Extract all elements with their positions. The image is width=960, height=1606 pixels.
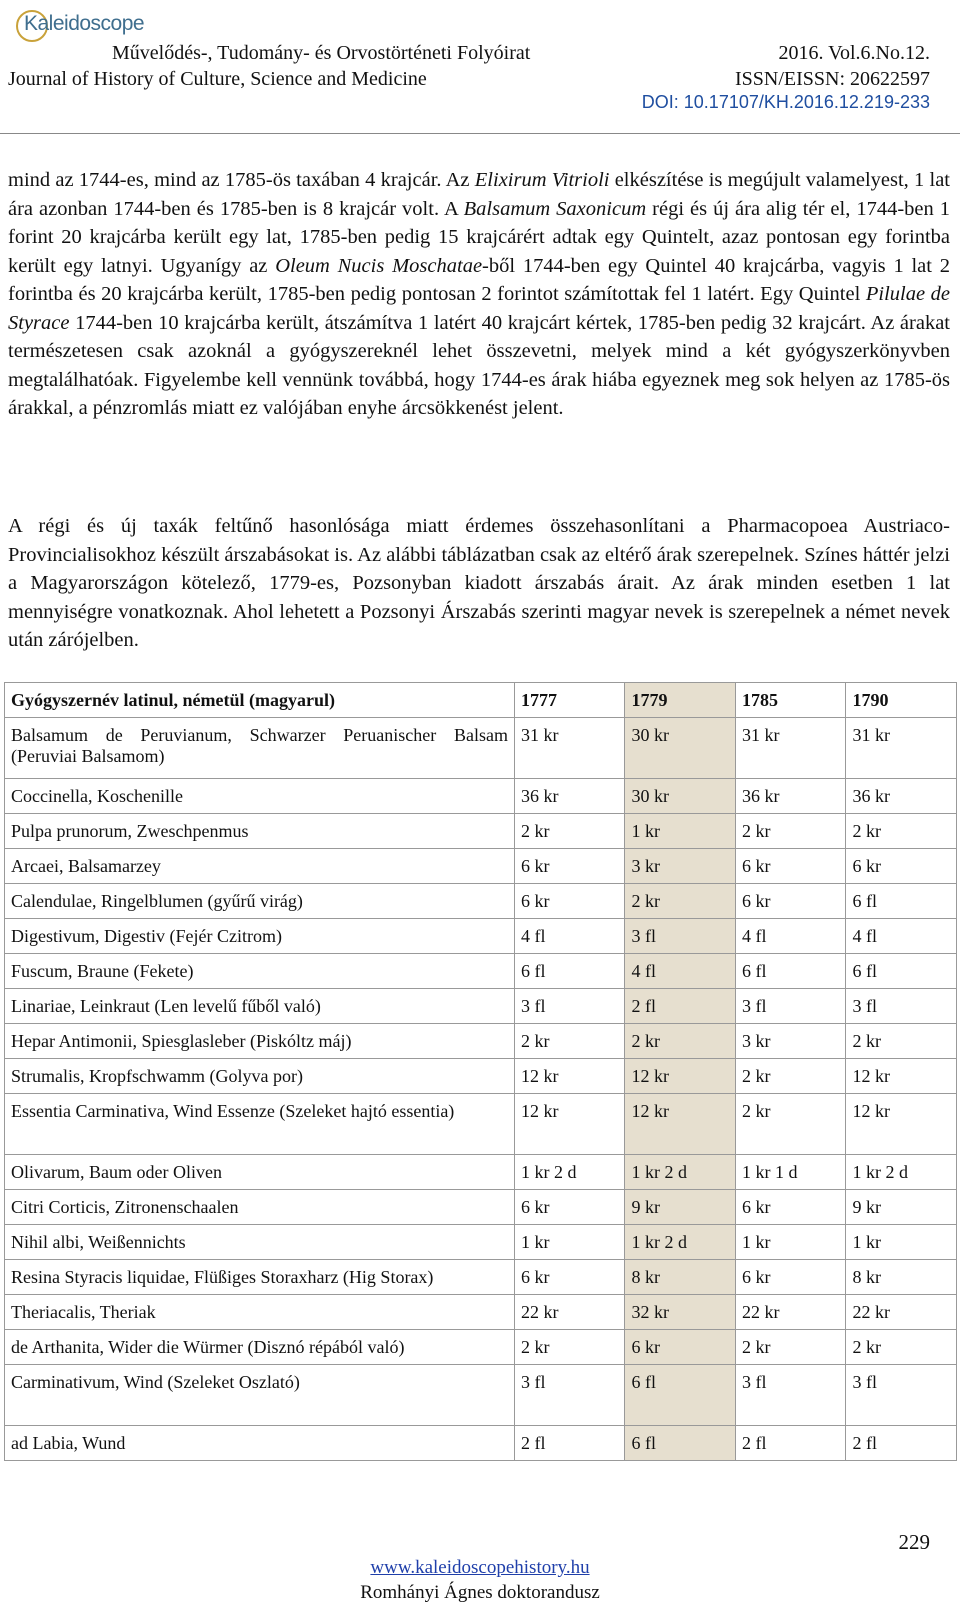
- drug-name-cell: Fuscum, Braune (Fekete): [5, 954, 515, 989]
- price-cell: 4 fl: [625, 954, 736, 989]
- price-cell: 8 kr: [846, 1260, 957, 1295]
- price-cell: 6 kr: [514, 1260, 625, 1295]
- price-cell: 30 kr: [625, 779, 736, 814]
- price-cell: 31 kr: [846, 718, 957, 779]
- price-cell: 3 fl: [514, 989, 625, 1024]
- price-cell: 6 kr: [514, 884, 625, 919]
- price-cell: 2 fl: [514, 1426, 625, 1461]
- table-header-row: [5, 683, 957, 718]
- price-cell: 4 fl: [846, 919, 957, 954]
- price-cell: 2 kr: [846, 814, 957, 849]
- header-cell: 1785: [735, 683, 846, 718]
- page-number: 229: [898, 1530, 930, 1554]
- price-cell: 6 kr: [625, 1330, 736, 1365]
- drug-name-cell: Strumalis, Kropfschwamm (Golyva por): [5, 1059, 515, 1094]
- price-comparison-table: [4, 682, 957, 1461]
- price-cell: 4 fl: [514, 919, 625, 954]
- drug-name-italic: Oleum Nucis Moschatae: [275, 254, 483, 277]
- price-cell: 1 kr 2 d: [514, 1155, 625, 1190]
- price-cell: 12 kr: [514, 1059, 625, 1094]
- price-cell: 2 kr: [735, 814, 846, 849]
- table-row: [5, 1330, 957, 1365]
- price-cell: 6 kr: [514, 849, 625, 884]
- header-divider: [0, 133, 960, 134]
- drug-name-cell: Carminativum, Wind (Szeleket Oszlató): [5, 1365, 515, 1426]
- drug-name-italic: Balsamum Saxonicum: [463, 197, 647, 220]
- price-cell: 2 kr: [735, 1059, 846, 1094]
- table-row: [5, 1059, 957, 1094]
- header-cell: 1790: [846, 683, 957, 718]
- price-cell: 6 fl: [735, 954, 846, 989]
- drug-name-cell: Pulpa prunorum, Zweschpenmus: [5, 814, 515, 849]
- table-row: [5, 1190, 957, 1225]
- price-cell: 2 kr: [625, 1024, 736, 1059]
- text-span: mind az 1744-es, mind az 1785-ös taxában 4 krajcár. Az: [8, 169, 475, 191]
- price-cell: 12 kr: [625, 1059, 736, 1094]
- drug-name-cell: Balsamum de Peruvianum, Schwarzer Peruanischer Balsam (Peruviai Balsamom): [5, 718, 515, 779]
- price-cell: 1 kr: [625, 814, 736, 849]
- drug-name-cell: Coccinella, Koschenille: [5, 779, 515, 814]
- price-cell: 2 kr: [625, 884, 736, 919]
- drug-name-cell: Linariae, Leinkraut (Len levelű fűből való): [5, 989, 515, 1024]
- price-cell: 31 kr: [735, 718, 846, 779]
- drug-name-cell: Nihil albi, Weißennichts: [5, 1225, 515, 1260]
- price-cell: 22 kr: [846, 1295, 957, 1330]
- header-cell: 1777: [514, 683, 625, 718]
- price-cell: 3 kr: [735, 1024, 846, 1059]
- price-cell: 2 kr: [735, 1094, 846, 1155]
- table-row: [5, 1260, 957, 1295]
- price-cell: 6 kr: [514, 1190, 625, 1225]
- price-cell: 12 kr: [846, 1059, 957, 1094]
- price-cell: 36 kr: [735, 779, 846, 814]
- table-row: [5, 1155, 957, 1190]
- price-cell: 1 kr 2 d: [846, 1155, 957, 1190]
- logo-text: Kaleidoscope: [24, 12, 145, 35]
- price-cell: 1 kr 2 d: [625, 1155, 736, 1190]
- price-cell: 12 kr: [846, 1094, 957, 1155]
- table-row: [5, 1225, 957, 1260]
- header-cell: 1779: [625, 683, 736, 718]
- footer-author: Romhányi Ágnes doktorandusz: [360, 1582, 600, 1603]
- doi-link[interactable]: DOI: 10.17107/KH.2016.12.219-233: [641, 92, 930, 112]
- price-cell: 6 kr: [846, 849, 957, 884]
- table-row: [5, 779, 957, 814]
- paragraph-1: [8, 166, 950, 423]
- table-row: [5, 954, 957, 989]
- price-cell: 22 kr: [514, 1295, 625, 1330]
- table-row: [5, 884, 957, 919]
- price-cell: 4 fl: [735, 919, 846, 954]
- price-cell: 2 kr: [735, 1330, 846, 1365]
- price-cell: 9 kr: [846, 1190, 957, 1225]
- price-cell: 3 fl: [735, 989, 846, 1024]
- price-cell: 36 kr: [846, 779, 957, 814]
- header-cell: Gyógyszernév latinul, németül (magyarul): [5, 683, 515, 718]
- table-row: [5, 1024, 957, 1059]
- volume-info: 2016. Vol.6.No.12.: [778, 42, 930, 64]
- price-cell: 1 kr: [846, 1225, 957, 1260]
- drug-name-cell: de Arthanita, Wider die Würmer (Disznó répából való): [5, 1330, 515, 1365]
- price-cell: 30 kr: [625, 718, 736, 779]
- price-cell: 3 fl: [625, 919, 736, 954]
- price-cell: 22 kr: [735, 1295, 846, 1330]
- price-cell: 2 fl: [735, 1426, 846, 1461]
- website-link[interactable]: www.kaleidoscopehistory.hu: [370, 1557, 590, 1578]
- price-cell: 3 fl: [735, 1365, 846, 1426]
- table-row: [5, 814, 957, 849]
- price-cell: 12 kr: [514, 1094, 625, 1155]
- price-cell: 31 kr: [514, 718, 625, 779]
- price-cell: 3 fl: [846, 989, 957, 1024]
- price-cell: 1 kr: [514, 1225, 625, 1260]
- price-cell: 6 kr: [735, 849, 846, 884]
- drug-name-italic: Pilulae de Styrace: [8, 283, 950, 334]
- price-cell: 8 kr: [625, 1260, 736, 1295]
- text-span: -ből 1744-ben egy Quintel 40 krajcárba, vagyis 1 lat 2 forintba és 20 krajcárba került, 1785-ben pedig pontosan 2 forintot számítottak fel 1 latért. Egy Quintel: [8, 254, 950, 305]
- price-cell: 9 kr: [625, 1190, 736, 1225]
- price-cell: 6 fl: [514, 954, 625, 989]
- table-row: [5, 1426, 957, 1461]
- price-cell: 1 kr 2 d: [625, 1225, 736, 1260]
- price-cell: 3 fl: [514, 1365, 625, 1426]
- drug-name-cell: Digestivum, Digestiv (Fejér Czitrom): [5, 919, 515, 954]
- price-cell: 12 kr: [625, 1094, 736, 1155]
- text-span: 1744-ben 10 krajcárba került, átszámítva 1 latért 40 krajcárt kértek, 1785-ben pedig 32 krajcárt. Az árakat természetesen csak azoknál a gyógyszereknél lehet összevetni, melyek mind a két gyógyszerkönyvben megtalálhatóak. Figyelembe kell vennünk továbbá, hogy 1744-es árak hiába egyeznek meg sok helyen az 1785-ös árakkal, a pénzromlás miatt ez valójában enyhe árcsökkenést jelent.: [8, 311, 950, 419]
- price-cell: 1 kr: [735, 1225, 846, 1260]
- text-span: elkészítése is megújult valamelyest, 1 lat ára azonban 1744-ben és 1785-ben is 8 krajcár volt. A: [8, 169, 950, 220]
- price-cell: 2 kr: [846, 1330, 957, 1365]
- drug-name-cell: Essentia Carminativa, Wind Essenze (Szeleket hajtó essentia): [5, 1094, 515, 1155]
- drug-name-cell: Hepar Antimonii, Spiesglasleber (Piskóltz máj): [5, 1024, 515, 1059]
- price-cell: 2 kr: [514, 1024, 625, 1059]
- price-cell: 6 fl: [625, 1426, 736, 1461]
- table-row: [5, 1094, 957, 1155]
- price-cell: 36 kr: [514, 779, 625, 814]
- drug-name-cell: Theriacalis, Theriak: [5, 1295, 515, 1330]
- drug-name-italic: Elixirum Vitrioli: [474, 169, 610, 191]
- price-cell: 2 kr: [514, 814, 625, 849]
- price-cell: 2 kr: [514, 1330, 625, 1365]
- footer-website: [0, 1557, 960, 1579]
- drug-name-cell: Citri Corticis, Zitronenschaalen: [5, 1190, 515, 1225]
- journal-title-en: Journal of History of Culture, Science and Medicine: [8, 68, 427, 90]
- paragraph-2: A régi és új taxák feltűnő hasonlósága miatt érdemes összehasonlítani a Pharmacopoea Austriaco-Provincialisokhoz készült árszabásokat is. Az alábbi táblázatban csak az eltérő árak szerepelnek. Színes háttér jelzi a Magyarországon kötelező, 1779-es, Pozsonyban kiadott árszabás árait. Az árak minden esetben 1 lat mennyiségre vonatkoznak. Ahol lehetett a Pozsonyi Árszabás szerinti magyar nevek is szerepelnek a német nevek után zárójelben.: [8, 515, 950, 651]
- price-cell: 3 kr: [625, 849, 736, 884]
- issn-info: ISSN/EISSN: 20622597: [734, 68, 930, 90]
- drug-name-cell: Resina Styracis liquidae, Flüßiges Storaxharz (Hig Storax): [5, 1260, 515, 1295]
- price-cell: 1 kr 1 d: [735, 1155, 846, 1190]
- price-cell: 6 fl: [625, 1365, 736, 1426]
- price-cell: 2 kr: [846, 1024, 957, 1059]
- price-cell: 6 fl: [846, 884, 957, 919]
- price-cell: 2 fl: [846, 1426, 957, 1461]
- table-row: [5, 1295, 957, 1330]
- drug-name-cell: Olivarum, Baum oder Oliven: [5, 1155, 515, 1190]
- price-cell: 6 kr: [735, 1190, 846, 1225]
- drug-name-cell: Calendulae, Ringelblumen (gyűrű virág): [5, 884, 515, 919]
- text-span: régi és új ára alig tér el, 1744-ben 1 forint 20 krajcárba került egy lat, 1785-ben pedig 15 krajcárért adtak egy Quintelt, azaz pontosan egy forintba került egy latnyi. Ugyanígy az: [8, 197, 951, 277]
- price-cell: 2 fl: [625, 989, 736, 1024]
- journal-title-hu: Művelődés-, Tudomány- és Orvostörténeti Folyóirat: [112, 42, 531, 64]
- price-cell: 6 kr: [735, 1260, 846, 1295]
- drug-name-cell: Arcaei, Balsamarzey: [5, 849, 515, 884]
- table-row: [5, 849, 957, 884]
- price-cell: 3 fl: [846, 1365, 957, 1426]
- price-cell: 6 fl: [846, 954, 957, 989]
- table-row: [5, 1365, 957, 1426]
- price-cell: 32 kr: [625, 1295, 736, 1330]
- price-cell: 6 kr: [735, 884, 846, 919]
- table-row: [5, 718, 957, 779]
- drug-name-cell: ad Labia, Wund: [5, 1426, 515, 1461]
- table-row: [5, 919, 957, 954]
- table-row: [5, 989, 957, 1024]
